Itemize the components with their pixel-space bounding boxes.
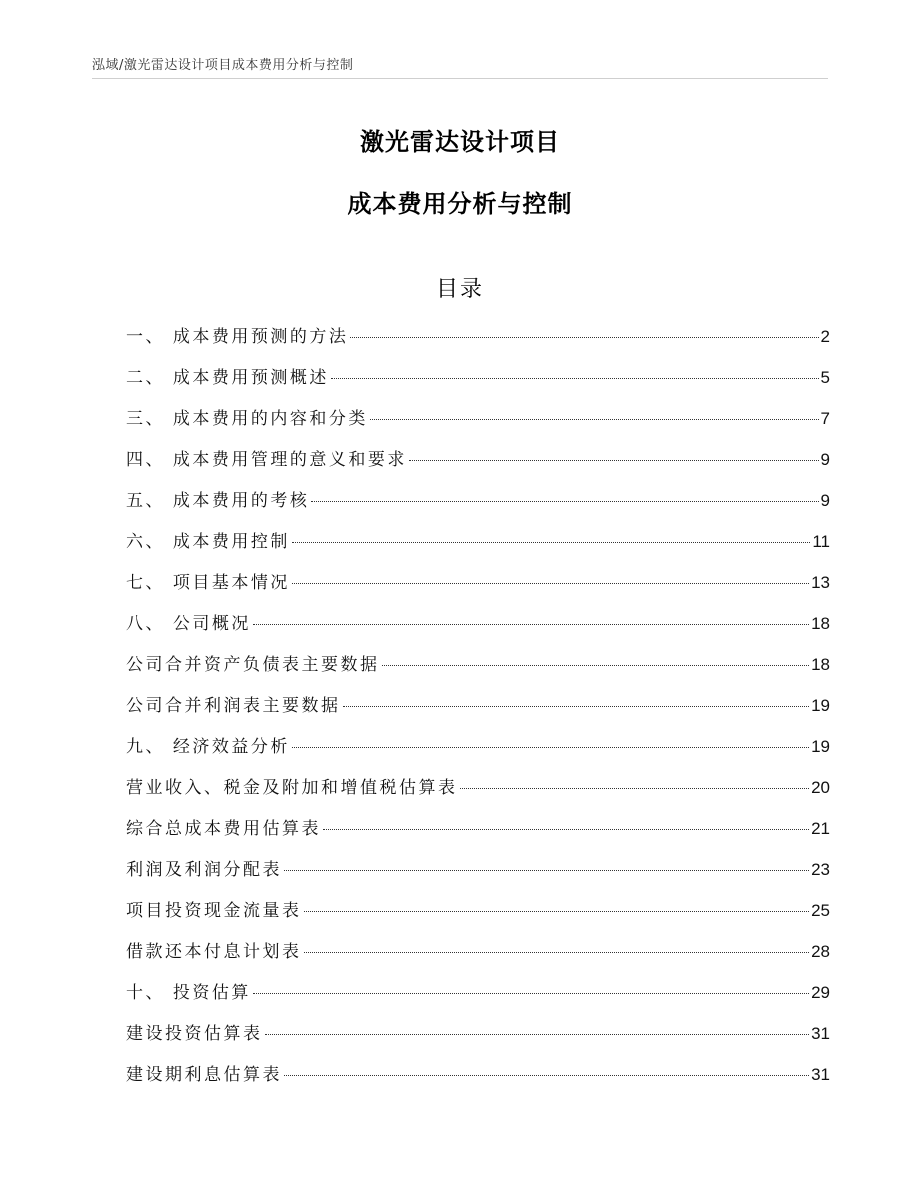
toc-dot-leader — [253, 993, 809, 994]
toc-entry-page-number[interactable]: 11 — [812, 532, 830, 551]
toc-entry-page-number[interactable]: 31 — [811, 1065, 830, 1084]
document-title-line-1: 激光雷达设计项目 — [360, 128, 560, 156]
toc-dot-leader — [284, 870, 809, 871]
toc-entry-page-number[interactable]: 18 — [811, 655, 830, 674]
toc-entry-page-number[interactable]: 21 — [811, 819, 830, 838]
toc-dot-leader — [304, 911, 810, 912]
toc-entry[interactable] — [126, 650, 830, 691]
toc-dot-leader — [382, 665, 810, 666]
header-divider — [92, 78, 828, 79]
toc-entry-page-number[interactable]: 25 — [811, 901, 830, 920]
toc-entry-page-number[interactable]: 23 — [811, 860, 830, 879]
toc-dot-leader — [292, 542, 810, 543]
toc-entry-page-number[interactable]: 9 — [820, 450, 830, 469]
toc-dot-leader — [284, 1075, 809, 1076]
toc-dot-leader — [292, 583, 809, 584]
toc-entry[interactable] — [126, 568, 830, 609]
toc-dot-leader — [409, 460, 819, 461]
toc-dot-leader — [292, 747, 809, 748]
table-of-contents — [126, 322, 830, 1101]
toc-entry-label[interactable]: 借款还本付息计划表 — [126, 942, 302, 962]
toc-entry-label[interactable]: 利润及利润分配表 — [126, 860, 282, 880]
running-header: 泓域/激光雷达设计项目成本费用分析与控制 — [92, 58, 354, 73]
toc-entry[interactable] — [126, 855, 830, 896]
toc-dot-leader — [331, 378, 819, 379]
toc-entry-label[interactable]: 公司合并利润表主要数据 — [126, 696, 341, 716]
toc-entry-page-number[interactable]: 20 — [811, 778, 830, 797]
toc-entry-page-number[interactable]: 7 — [820, 409, 830, 428]
toc-entry-label[interactable]: 十、 投资估算 — [126, 983, 251, 1003]
toc-entry[interactable] — [126, 404, 830, 445]
toc-dot-leader — [460, 788, 810, 789]
toc-entry[interactable] — [126, 937, 830, 978]
toc-dot-leader — [343, 706, 810, 707]
toc-dot-leader — [370, 419, 819, 420]
toc-entry-page-number[interactable]: 2 — [820, 327, 830, 346]
toc-entry[interactable] — [126, 609, 830, 650]
toc-entry-label[interactable]: 营业收入、税金及附加和增值税估算表 — [126, 778, 458, 798]
toc-entry[interactable] — [126, 773, 830, 814]
toc-entry-label[interactable]: 二、 成本费用预测概述 — [126, 368, 329, 388]
toc-entry[interactable] — [126, 445, 830, 486]
toc-entry-label[interactable]: 项目投资现金流量表 — [126, 901, 302, 921]
toc-dot-leader — [323, 829, 809, 830]
toc-entry-page-number[interactable]: 29 — [811, 983, 830, 1002]
toc-entry-label[interactable]: 三、 成本费用的内容和分类 — [126, 409, 368, 429]
toc-dot-leader — [311, 501, 818, 502]
toc-entry-page-number[interactable]: 5 — [820, 368, 830, 387]
toc-entry[interactable] — [126, 896, 830, 937]
toc-entry[interactable] — [126, 691, 830, 732]
toc-entry[interactable] — [126, 814, 830, 855]
toc-dot-leader — [304, 952, 810, 953]
toc-entry[interactable] — [126, 527, 830, 568]
toc-entry-page-number[interactable]: 31 — [811, 1024, 830, 1043]
toc-entry-label[interactable]: 综合总成本费用估算表 — [126, 819, 321, 839]
toc-entry-label[interactable]: 八、 公司概况 — [126, 614, 251, 634]
toc-entry[interactable] — [126, 486, 830, 527]
toc-entry[interactable] — [126, 732, 830, 773]
toc-heading: 目录 — [435, 277, 484, 302]
document-title-line-2: 成本费用分析与控制 — [347, 190, 573, 218]
toc-dot-leader — [350, 337, 818, 338]
toc-entry-label[interactable]: 七、 项目基本情况 — [126, 573, 290, 593]
toc-entry-label[interactable]: 一、 成本费用预测的方法 — [126, 327, 349, 347]
toc-entry-label[interactable]: 六、 成本费用控制 — [126, 532, 290, 552]
toc-dot-leader — [265, 1034, 810, 1035]
toc-entry[interactable] — [126, 322, 830, 363]
toc-entry[interactable] — [126, 363, 830, 404]
toc-entry-label[interactable]: 四、 成本费用管理的意义和要求 — [126, 450, 407, 470]
toc-entry-label[interactable]: 九、 经济效益分析 — [126, 737, 290, 757]
toc-entry-page-number[interactable]: 13 — [811, 573, 830, 592]
toc-entry-label[interactable]: 建设期利息估算表 — [126, 1065, 282, 1085]
toc-entry[interactable] — [126, 1019, 830, 1060]
toc-entry-label[interactable]: 五、 成本费用的考核 — [126, 491, 310, 511]
toc-entry-label[interactable]: 公司合并资产负债表主要数据 — [126, 655, 380, 675]
toc-entry-page-number[interactable]: 18 — [811, 614, 830, 633]
toc-entry-page-number[interactable]: 19 — [811, 737, 830, 756]
toc-entry-page-number[interactable]: 28 — [811, 942, 830, 961]
toc-entry-page-number[interactable]: 9 — [820, 491, 830, 510]
toc-dot-leader — [253, 624, 809, 625]
toc-entry[interactable] — [126, 1060, 830, 1101]
toc-entry[interactable] — [126, 978, 830, 1019]
toc-entry-page-number[interactable]: 19 — [811, 696, 830, 715]
toc-entry-label[interactable]: 建设投资估算表 — [126, 1024, 263, 1044]
